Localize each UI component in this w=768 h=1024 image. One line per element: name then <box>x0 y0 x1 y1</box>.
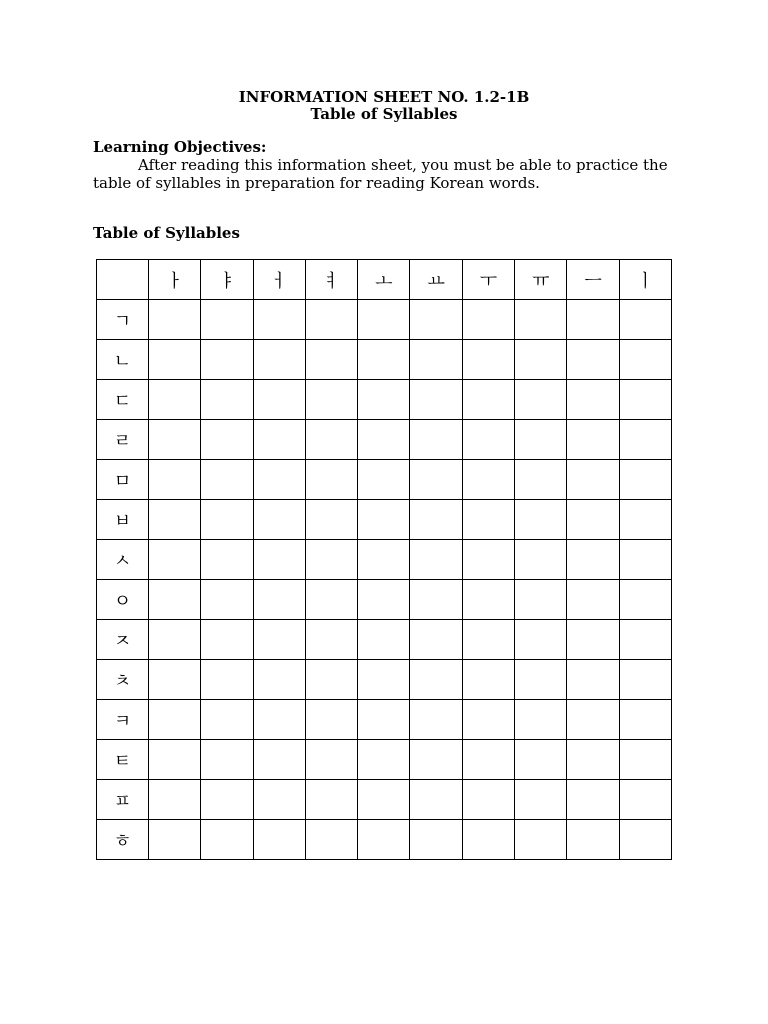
syllable-blank-cell[interactable] <box>149 620 201 660</box>
vowel-header-cell: ㅛ <box>410 260 462 300</box>
syllable-blank-cell[interactable] <box>201 820 253 860</box>
syllable-blank-cell[interactable] <box>305 540 357 580</box>
consonant-row <box>97 660 672 700</box>
syllable-blank-cell[interactable] <box>149 420 201 460</box>
syllable-blank-cell[interactable] <box>358 700 410 740</box>
syllable-blank-cell[interactable] <box>253 540 305 580</box>
syllable-blank-cell[interactable] <box>515 340 567 380</box>
syllable-blank-cell[interactable] <box>149 820 201 860</box>
syllable-blank-cell[interactable] <box>410 740 462 780</box>
consonant-header-cell: ㄱ <box>97 300 149 340</box>
syllable-blank-cell[interactable] <box>358 580 410 620</box>
syllable-blank-cell[interactable] <box>201 420 253 460</box>
syllable-blank-cell[interactable] <box>305 380 357 420</box>
syllable-blank-cell[interactable] <box>462 340 514 380</box>
syllable-blank-cell[interactable] <box>619 700 671 740</box>
syllable-blank-cell[interactable] <box>410 460 462 500</box>
syllable-blank-cell[interactable] <box>358 500 410 540</box>
syllable-blank-cell[interactable] <box>515 700 567 740</box>
syllable-blank-cell[interactable] <box>305 820 357 860</box>
syllable-blank-cell[interactable] <box>619 660 671 700</box>
syllable-blank-cell[interactable] <box>410 580 462 620</box>
syllable-blank-cell[interactable] <box>305 340 357 380</box>
syllable-blank-cell[interactable] <box>462 780 514 820</box>
syllable-blank-cell[interactable] <box>305 780 357 820</box>
syllable-blank-cell[interactable] <box>567 500 619 540</box>
syllable-blank-cell[interactable] <box>619 340 671 380</box>
syllable-blank-cell[interactable] <box>305 420 357 460</box>
syllable-blank-cell[interactable] <box>410 820 462 860</box>
vowel-header-cell: ㅜ <box>462 260 514 300</box>
syllable-blank-cell[interactable] <box>410 340 462 380</box>
syllable-blank-cell[interactable] <box>567 340 619 380</box>
syllable-blank-cell[interactable] <box>358 460 410 500</box>
consonant-row <box>97 700 672 740</box>
syllable-blank-cell[interactable] <box>619 820 671 860</box>
consonant-header-cell: ㅈ <box>97 620 149 660</box>
syllable-blank-cell[interactable] <box>149 300 201 340</box>
consonant-header-cell: ㅍ <box>97 780 149 820</box>
syllable-blank-cell[interactable] <box>149 540 201 580</box>
syllable-blank-cell[interactable] <box>462 700 514 740</box>
syllable-blank-cell[interactable] <box>305 460 357 500</box>
consonant-row <box>97 380 672 420</box>
syllable-blank-cell[interactable] <box>149 380 201 420</box>
syllable-blank-cell[interactable] <box>567 540 619 580</box>
syllable-blank-cell[interactable] <box>201 380 253 420</box>
syllable-blank-cell[interactable] <box>515 580 567 620</box>
info-sheet-title: INFORMATION SHEET NO. 1.2-1B <box>238 88 530 106</box>
syllable-blank-cell[interactable] <box>619 780 671 820</box>
syllable-blank-cell[interactable] <box>149 660 201 700</box>
syllable-blank-cell[interactable] <box>201 540 253 580</box>
consonant-row <box>97 580 672 620</box>
syllable-blank-cell[interactable] <box>253 780 305 820</box>
info-sheet-subtitle: Table of Syllables <box>310 105 458 123</box>
vowel-header-cell: ㅠ <box>515 260 567 300</box>
syllable-blank-cell[interactable] <box>253 700 305 740</box>
consonant-row <box>97 620 672 660</box>
syllable-blank-cell[interactable] <box>567 660 619 700</box>
syllable-blank-cell[interactable] <box>358 620 410 660</box>
syllable-blank-cell[interactable] <box>358 300 410 340</box>
consonant-header-cell: ㄷ <box>97 380 149 420</box>
syllable-blank-cell[interactable] <box>149 700 201 740</box>
syllable-blank-cell[interactable] <box>515 820 567 860</box>
syllable-blank-cell[interactable] <box>305 700 357 740</box>
syllable-blank-cell[interactable] <box>253 300 305 340</box>
consonant-header-cell: ㅇ <box>97 580 149 620</box>
syllable-blank-cell[interactable] <box>515 300 567 340</box>
learning-objectives-text: After reading this information sheet, you must be able to practice the table of syllables in preparation for reading Korean words. <box>93 156 668 192</box>
syllable-blank-cell[interactable] <box>410 620 462 660</box>
syllable-blank-cell[interactable] <box>619 740 671 780</box>
syllable-blank-cell[interactable] <box>410 500 462 540</box>
table-of-syllables-label: Table of Syllables <box>93 224 240 242</box>
syllable-blank-cell[interactable] <box>515 740 567 780</box>
syllable-blank-cell[interactable] <box>305 300 357 340</box>
syllable-blank-cell[interactable] <box>462 300 514 340</box>
syllable-blank-cell[interactable] <box>305 580 357 620</box>
syllable-blank-cell[interactable] <box>305 740 357 780</box>
syllable-blank-cell[interactable] <box>358 740 410 780</box>
syllable-blank-cell[interactable] <box>567 580 619 620</box>
syllable-blank-cell[interactable] <box>619 420 671 460</box>
consonant-row <box>97 780 672 820</box>
syllable-blank-cell[interactable] <box>358 340 410 380</box>
syllable-blank-cell[interactable] <box>149 500 201 540</box>
syllable-blank-cell[interactable] <box>305 500 357 540</box>
syllable-blank-cell[interactable] <box>515 380 567 420</box>
syllable-blank-cell[interactable] <box>567 780 619 820</box>
syllable-blank-cell[interactable] <box>358 660 410 700</box>
syllable-blank-cell[interactable] <box>253 820 305 860</box>
syllable-blank-cell[interactable] <box>567 380 619 420</box>
syllable-blank-cell[interactable] <box>149 460 201 500</box>
vowel-header-cell: ㅓ <box>253 260 305 300</box>
learning-objectives-label: Learning Objectives: <box>93 138 267 156</box>
vowel-header-row <box>97 260 672 300</box>
vowel-header-cell: ㅕ <box>305 260 357 300</box>
vowel-header-cell: ㅗ <box>358 260 410 300</box>
consonant-header-cell: ㅋ <box>97 700 149 740</box>
syllable-blank-cell[interactable] <box>149 740 201 780</box>
syllable-blank-cell[interactable] <box>358 540 410 580</box>
syllable-blank-cell[interactable] <box>567 740 619 780</box>
syllable-blank-cell[interactable] <box>149 780 201 820</box>
syllable-blank-cell[interactable] <box>567 700 619 740</box>
syllable-blank-cell[interactable] <box>253 420 305 460</box>
syllable-blank-cell[interactable] <box>515 780 567 820</box>
syllable-blank-cell[interactable] <box>515 660 567 700</box>
syllable-blank-cell[interactable] <box>201 620 253 660</box>
syllable-blank-cell[interactable] <box>410 660 462 700</box>
syllable-blank-cell[interactable] <box>515 500 567 540</box>
syllable-blank-cell[interactable] <box>358 820 410 860</box>
syllable-blank-cell[interactable] <box>410 300 462 340</box>
consonant-row <box>97 460 672 500</box>
syllable-blank-cell[interactable] <box>619 460 671 500</box>
syllable-blank-cell[interactable] <box>515 420 567 460</box>
syllable-blank-cell[interactable] <box>619 500 671 540</box>
consonant-row <box>97 820 672 860</box>
consonant-header-cell: ㅌ <box>97 740 149 780</box>
syllable-blank-cell[interactable] <box>149 340 201 380</box>
syllable-blank-cell[interactable] <box>567 420 619 460</box>
syllable-blank-cell[interactable] <box>201 740 253 780</box>
syllable-blank-cell[interactable] <box>462 380 514 420</box>
consonant-row <box>97 300 672 340</box>
consonant-header-cell: ㅁ <box>97 460 149 500</box>
consonant-header-cell: ㅅ <box>97 540 149 580</box>
syllable-blank-cell[interactable] <box>201 700 253 740</box>
vowel-header-cell: ㅏ <box>149 260 201 300</box>
syllable-blank-cell[interactable] <box>462 500 514 540</box>
consonant-header-cell: ㅂ <box>97 500 149 540</box>
syllable-blank-cell[interactable] <box>410 380 462 420</box>
syllable-blank-cell[interactable] <box>410 420 462 460</box>
syllable-table <box>96 259 672 860</box>
syllable-blank-cell[interactable] <box>358 380 410 420</box>
syllable-blank-cell[interactable] <box>515 540 567 580</box>
syllable-blank-cell[interactable] <box>201 780 253 820</box>
syllable-blank-cell[interactable] <box>619 580 671 620</box>
syllable-blank-cell[interactable] <box>462 580 514 620</box>
corner-cell <box>97 260 149 300</box>
syllable-blank-cell[interactable] <box>253 380 305 420</box>
syllable-blank-cell[interactable] <box>201 660 253 700</box>
syllable-blank-cell[interactable] <box>619 380 671 420</box>
syllable-blank-cell[interactable] <box>253 580 305 620</box>
consonant-row <box>97 420 672 460</box>
syllable-blank-cell[interactable] <box>619 300 671 340</box>
syllable-blank-cell[interactable] <box>305 620 357 660</box>
syllable-blank-cell[interactable] <box>515 620 567 660</box>
syllable-blank-cell[interactable] <box>253 460 305 500</box>
syllable-blank-cell[interactable] <box>253 660 305 700</box>
syllable-blank-cell[interactable] <box>253 500 305 540</box>
consonant-row <box>97 740 672 780</box>
syllable-blank-cell[interactable] <box>305 660 357 700</box>
consonant-header-cell: ㄴ <box>97 340 149 380</box>
syllable-blank-cell[interactable] <box>201 580 253 620</box>
syllable-blank-cell[interactable] <box>462 820 514 860</box>
vowel-header-cell: ㅡ <box>567 260 619 300</box>
syllable-blank-cell[interactable] <box>619 540 671 580</box>
syllable-blank-cell[interactable] <box>201 340 253 380</box>
syllable-blank-cell[interactable] <box>567 820 619 860</box>
syllable-blank-cell[interactable] <box>358 780 410 820</box>
syllable-blank-cell[interactable] <box>410 540 462 580</box>
vowel-header-cell: ㅑ <box>201 260 253 300</box>
syllable-blank-cell[interactable] <box>410 780 462 820</box>
consonant-row <box>97 340 672 380</box>
consonant-row <box>97 540 672 580</box>
syllable-blank-cell[interactable] <box>201 300 253 340</box>
consonant-header-cell: ㅎ <box>97 820 149 860</box>
syllable-blank-cell[interactable] <box>201 460 253 500</box>
syllable-blank-cell[interactable] <box>253 620 305 660</box>
syllable-blank-cell[interactable] <box>358 420 410 460</box>
syllable-blank-cell[interactable] <box>149 580 201 620</box>
syllable-blank-cell[interactable] <box>567 300 619 340</box>
syllable-blank-cell[interactable] <box>567 460 619 500</box>
syllable-blank-cell[interactable] <box>410 700 462 740</box>
syllable-blank-cell[interactable] <box>462 620 514 660</box>
vowel-header-cell: ㅣ <box>619 260 671 300</box>
syllable-blank-cell[interactable] <box>567 620 619 660</box>
syllable-blank-cell[interactable] <box>462 740 514 780</box>
syllable-blank-cell[interactable] <box>462 540 514 580</box>
syllable-blank-cell[interactable] <box>253 340 305 380</box>
consonant-row <box>97 500 672 540</box>
syllable-blank-cell[interactable] <box>462 660 514 700</box>
syllable-blank-cell[interactable] <box>201 500 253 540</box>
syllable-blank-cell[interactable] <box>253 740 305 780</box>
consonant-header-cell: ㄹ <box>97 420 149 460</box>
syllable-blank-cell[interactable] <box>462 460 514 500</box>
syllable-blank-cell[interactable] <box>462 420 514 460</box>
syllable-blank-cell[interactable] <box>515 460 567 500</box>
consonant-header-cell: ㅊ <box>97 660 149 700</box>
syllable-blank-cell[interactable] <box>619 620 671 660</box>
